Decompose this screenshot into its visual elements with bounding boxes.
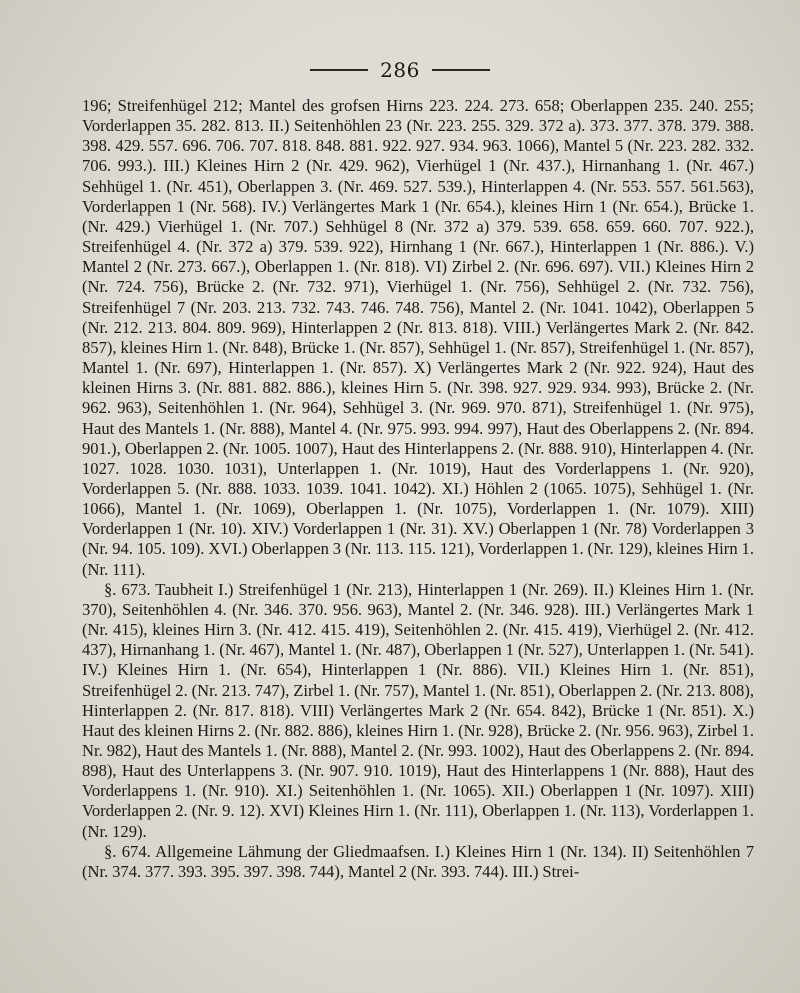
page-header: [0, 58, 800, 82]
page-body: [82, 96, 754, 882]
paragraph-continuation: 196; Streifenhügel 212; Mantel des grofsen Hirns 223. 224. 273. 658; Oberlappen 235. 240. 255; Vorderlappen 35. 282. 813. II.) Seitenhöhlen 23 (Nr. 223. 255. 329. 372 a). 373. 377. 378. 379. 388. 398. 429. 557. 696. 706. 707. 818. 848. 881. 922. 927. 934. 963. 1066), Mantel 5 (Nr. 223. 282. 332. 706. 993.). III.) Kleines Hirn 2 (Nr. 429. 962), Vierhügel 1 (Nr. 437.), Hirnanhang 1. (Nr. 467.) Sehhügel 1. (Nr. 451), Oberlappen 3. (Nr. 469. 527. 539.), Hinterlappen 4. (Nr. 553. 557. 561.563), Vorderlappen 1 (Nr. 568). IV.) Verlängertes Mark 1 (Nr. 654.), kleines Hirn 1 (Nr. 654.), Brücke 1. (Nr. 429.) Vierhügel 1. (Nr. 707.) Sehhügel 8 (Nr. 372 a) 379. 539. 658. 659. 660. 707. 922.), Streifenhügel 4. (Nr. 372 a) 379. 539. 922), Hirnhang 1 (Nr. 667.), Hinterlappen 1 (Nr. 886.). V.) Mantel 2 (Nr. 273. 667.), Oberlappen 1. (Nr. 818). VI) Zirbel 2. (Nr. 696. 697). VII.) Kleines Hirn 2 (Nr. 724. 756), Brücke 2. (Nr. 732. 971), Vierhügel 1. (Nr. 756), Sehhügel 2. (Nr. 732. 756), Streifenhügel 7 (Nr. 203. 213. 732. 743. 746. 748. 756), Mantel 2. (Nr. 1041. 1042), Oberlappen 5 (Nr. 212. 213. 804. 809. 969), Hinterlappen 2 (Nr. 813. 818). VIII.) Verlängertes Mark 2. (Nr. 842. 857), kleines Hirn 1. (Nr. 848), Brücke 1. (Nr. 857), Sehhügel 1. (Nr. 857), Streifenhügel 1. (Nr. 857), Mantel 1. (Nr. 697), Hinterlappen 1. (Nr. 857). X) Verlängertes Mark 2 (Nr. 922. 924), Haut des kleinen Hirns 3. (Nr. 881. 882. 886.), kleines Hirn 5. (Nr. 398. 927. 929. 934. 993), Brücke 2. (Nr. 962. 963), Seitenhöhlen 1. (Nr. 964), Sehhügel 3. (Nr. 969. 970. 871), Streifenhügel 1. (Nr. 975), Haut des Mantels 1. (Nr. 888), Mantel 4. (Nr. 975. 993. 994. 997), Haut des Oberlappens 2. (Nr. 894. 901.), Oberlappen 2. (Nr. 1005. 1007), Haut des Hinterlappens 2. (Nr. 888. 910), Hinterlappen 4. (Nr. 1027. 1028. 1030. 1031), Unterlappen 1. (Nr. 1019), Haut des Vorderlappens 1. (Nr. 920), Vorderlappen 5. (Nr. 888. 1033. 1039. 1041. 1042). XI.) Höhlen 2 (1065. 1075), Sehhügel 1. (Nr. 1066), Mantel 1. (Nr. 1069), Oberlappen 1. (Nr. 1075), Vorderlappen 1. (Nr. 1079). XIII) Vorderlappen 1 (Nr. 10). XIV.) Vorderlappen 1 (Nr. 31). XV.) Oberlappen 1 (Nr. 78) Vorderlappen 3 (Nr. 94. 105. 109). XVI.) Oberlappen 3 (Nr. 113. 115. 121), Vorderlappen 1. (Nr. 129), kleines Hirn 1. (Nr. 111).: [82, 96, 754, 579]
page-number: 286: [380, 58, 420, 82]
paragraph-section-673: §. 673. Taubheit I.) Streifenhügel 1 (Nr. 213), Hinterlappen 1 (Nr. 269). II.) Kleines Hirn 1. (Nr. 370), Seitenhöhlen 4. (Nr. 346. 370. 956. 963), Mantel 2. (Nr. 346. 928). III.) Verlängertes Mark 1 (Nr. 415), kleines Hirn 3. (Nr. 412. 415. 419), Seitenhöhlen 2. (Nr. 415. 419), Vierhügel 2. (Nr. 412. 437), Hirnanhang 1. (Nr. 467), Mantel 1. (Nr. 487), Oberlappen 1 (Nr. 527), Unterlappen 1. (Nr. 541). IV.) Kleines Hirn 1. (Nr. 654), Hinterlappen 1 (Nr. 886). VII.) Kleines Hirn 1. (Nr. 851), Streifenhügel 2. (Nr. 213. 747), Zirbel 1. (Nr. 757), Mantel 1. (Nr. 851), Oberlappen 2. (Nr. 213. 808), Hinterlappen 2. (Nr. 817. 818). VIII) Verlängertes Mark 2 (Nr. 654. 842), Brücke 1 (Nr. 851). X.) Haut des kleinen Hirns 2. (Nr. 882. 886), kleines Hirn 1. (Nr. 928), Brücke 2. (Nr. 956. 963), Zirbel 1. Nr. 982), Haut des Mantels 1. (Nr. 888), Mantel 2. (Nr. 993. 1002), Haut des Oberlappens 2. (Nr. 894. 898), Haut des Unterlappens 3. (Nr. 907. 910. 1019), Haut des Hinterlappens 1 (Nr. 888), Haut des Vorderlappens 1. (Nr. 910). XI.) Seitenhöhlen 1. (Nr. 1065). XII.) Oberlappen 1 (Nr. 1097). XIII) Vorderlappen 2. (Nr. 9. 12). XVI) Kleines Hirn 1. (Nr. 111), Oberlappen 1. (Nr. 113), Vorderlappen 1. (Nr. 129).: [82, 579, 754, 841]
header-rule-left: [310, 69, 368, 71]
header-rule-right: [432, 69, 490, 71]
paragraph-section-674: §. 674. Allgemeine Lähmung der Gliedmaafsen. I.) Kleines Hirn 1 (Nr. 134). II) Seitenhöhlen 7 (Nr. 374. 377. 393. 395. 397. 398. 744), Mantel 2 (Nr. 393. 744). III.) Strei-: [82, 841, 754, 881]
